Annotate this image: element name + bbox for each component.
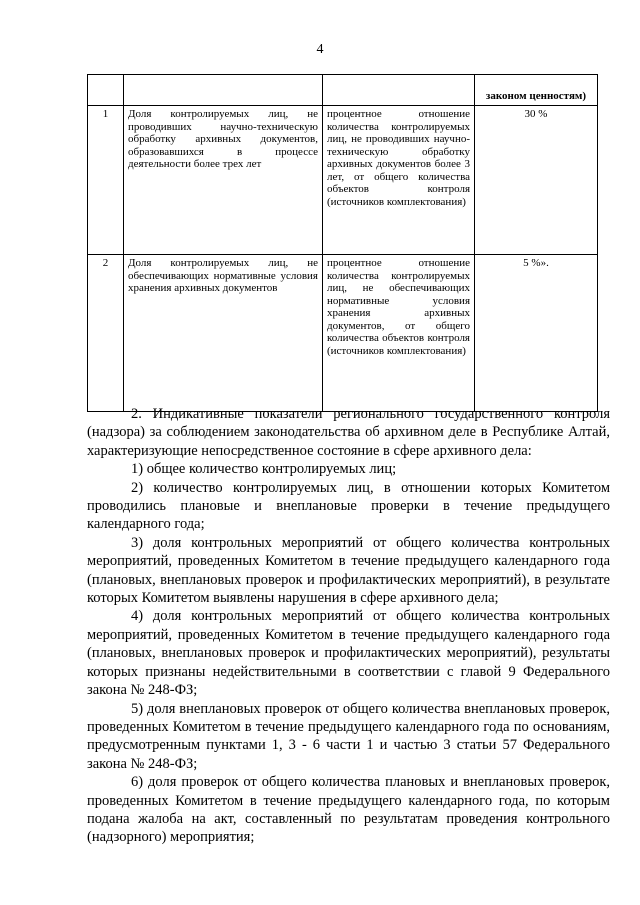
list-item: 3) доля контрольных мероприятий от общего количества контрольных мероприятий, проведенных Комитетом в течение предыдущего календарного года (плановых, внеплановых проверок и профилактических мероприятий), в результате которых Комитетом выявлены нарушения в сфере архивного дела;: [87, 534, 610, 607]
list-item: 2) количество контролируемых лиц, в отношении которых Комитетом проводились плановые и внеплановые проверки в течение предыдущего календарного года;: [87, 479, 610, 533]
list-item: 5) доля внеплановых проверок от общего количества внеплановых проверок, проведенных Комитетом в течение предыдущего календарного года по основаниям, предусмотренным пунктами 1, 3 - 6 части 1 и частью 3 статьи 57 Федерального закона № 248-ФЗ;: [87, 700, 610, 772]
row-indicator: Доля контролируемых лиц, не обеспечивающих нормативные условия хранения архивных документов: [124, 255, 323, 412]
row-indicator: Доля контролируемых лиц, не проводивших научно-техническую обработку архивных документов, образовавшихся в процессе деятельности более трех лет: [124, 106, 323, 255]
list-item: 1) общее количество контролируемых лиц;: [131, 461, 397, 478]
row-formula: процентное отношение количества контролируемых лиц, не проводивших научно-техническую обработку архивных документов более 3 лет, от общего количества объектов контроля (источников комплектования): [323, 106, 475, 255]
row-number: 2: [88, 255, 124, 412]
header-cell-number: [88, 75, 124, 106]
row-formula: процентное отношение количества контролируемых лиц, не обеспечивающих нормативные условия хранения архивных документов, от общего количества объектов контроля (источников комплектования): [323, 255, 475, 412]
table-row: [88, 106, 598, 255]
row-value: 5 %».: [475, 255, 598, 412]
list-item: 4) доля контрольных мероприятий от общего количества контрольных мероприятий, проведенных Комитетом в течение предыдущего календарного года (плановых, внеплановых проверок и профилактических мероприятий), результаты которых признаны недействительными в соответствии с главой 9 Федерального закона № 248-ФЗ;: [87, 608, 610, 699]
row-value: 30 %: [475, 106, 598, 255]
paragraph: 2. Индикативные показатели регионального государственного контроля (надзора) за соблюдением законодательства об архивном деле в Республике Алтай, характеризующие непосредственное состояние в сфере архивного дела:: [87, 406, 610, 459]
table-row: [88, 255, 598, 412]
indicators-table: [87, 74, 598, 412]
page-number: 4: [316, 42, 324, 57]
header-cell-formula: [323, 75, 475, 106]
table-header-row: [88, 75, 598, 106]
header-cell-indicator: [124, 75, 323, 106]
row-number: 1: [88, 106, 124, 255]
document-body: [87, 405, 610, 847]
header-cell-value: законом ценностям): [475, 75, 598, 106]
list-item: 6) доля проверок от общего количества плановых и внеплановых проверок, проведенных Комитетом в течение предыдущего календарного года, по которым подана жалоба на акт, составленный по результатам проведения контрольного (надзорного) мероприятия;: [87, 774, 610, 846]
